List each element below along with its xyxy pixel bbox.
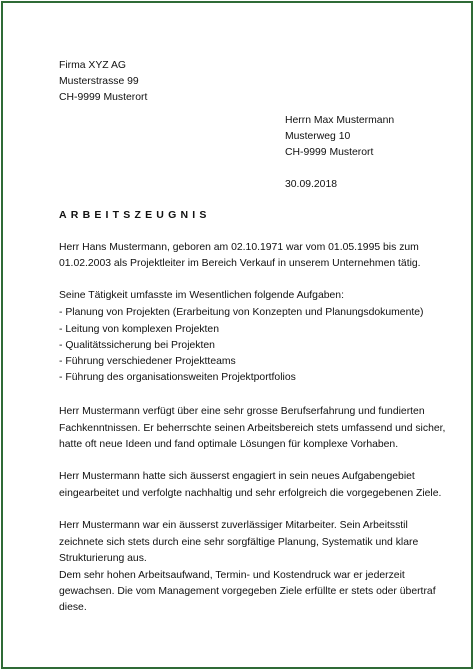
intro-line: 01.02.2003 als Projektleiter im Bereich Verkauf in unserem Unternehmen tätig. — [59, 258, 421, 269]
task-item: - Planung von Projekten (Erarbeitung von Konzepten und Planungsdokumente) — [59, 307, 424, 318]
engagement-line: Herr Mustermann hatte sich äusserst engagiert in sein neues Aufgabengebiet — [59, 471, 415, 482]
reliability-line: diese. — [59, 602, 87, 613]
recipient-name: Herrn Max Mustermann — [285, 115, 395, 126]
task-item: - Qualitätssicherung bei Projekten — [59, 340, 215, 351]
task-item: - Führung verschiedener Projektteams — [59, 356, 236, 367]
reference-letter — [3, 3, 471, 667]
sender-city: CH-9999 Musterort — [59, 92, 148, 103]
tasks-heading: Seine Tätigkeit umfasste im Wesentlichen folgende Aufgaben: — [59, 290, 344, 301]
task-item: - Führung des organisationsweiten Projektportfolios — [59, 372, 296, 383]
engagement-line: eingearbeitet und verfolgte nachhaltig und sehr erfolgreich die vorgegebenen Ziele. — [59, 488, 442, 499]
experience-line: hatte oft neue Ideen und fand optimale Lösungen für komplexe Vorhaben. — [59, 439, 399, 450]
document-page — [1, 1, 473, 669]
experience-line: Fachkenntnissen. Er beherrschte seinen Arbeitsbereich stets umfassend und sicher, — [59, 423, 446, 434]
letter-date: 30.09.2018 — [285, 179, 338, 190]
reliability-line: Dem sehr hohen Arbeitsaufwand, Termin- und Kostendruck war er jederzeit — [59, 570, 405, 581]
sender-street: Musterstrasse 99 — [59, 76, 139, 87]
task-item: - Leitung von komplexen Projekten — [59, 324, 219, 335]
sender-company: Firma XYZ AG — [59, 60, 126, 71]
reliability-line: zeichnete sich stets durch eine sehr sorgfältige Planung, Systematik und klare — [59, 537, 419, 548]
recipient-street: Musterweg 10 — [285, 131, 351, 142]
document-title: ARBEITSZEUGNIS — [59, 209, 211, 221]
recipient-city: CH-9999 Musterort — [285, 147, 374, 158]
experience-line: Herr Mustermann verfügt über eine sehr grosse Berufserfahrung und fundierten — [59, 406, 425, 417]
reliability-line: Strukturierung aus. — [59, 553, 147, 564]
reliability-line: gewachsen. Die vom Management vorgegeben Ziele erfüllte er stets oder übertraf — [59, 586, 436, 597]
intro-line: Herr Hans Mustermann, geboren am 02.10.1971 war vom 01.05.1995 bis zum — [59, 242, 419, 253]
reliability-line: Herr Mustermann war ein äusserst zuverlässiger Mitarbeiter. Sein Arbeitsstil — [59, 520, 408, 531]
